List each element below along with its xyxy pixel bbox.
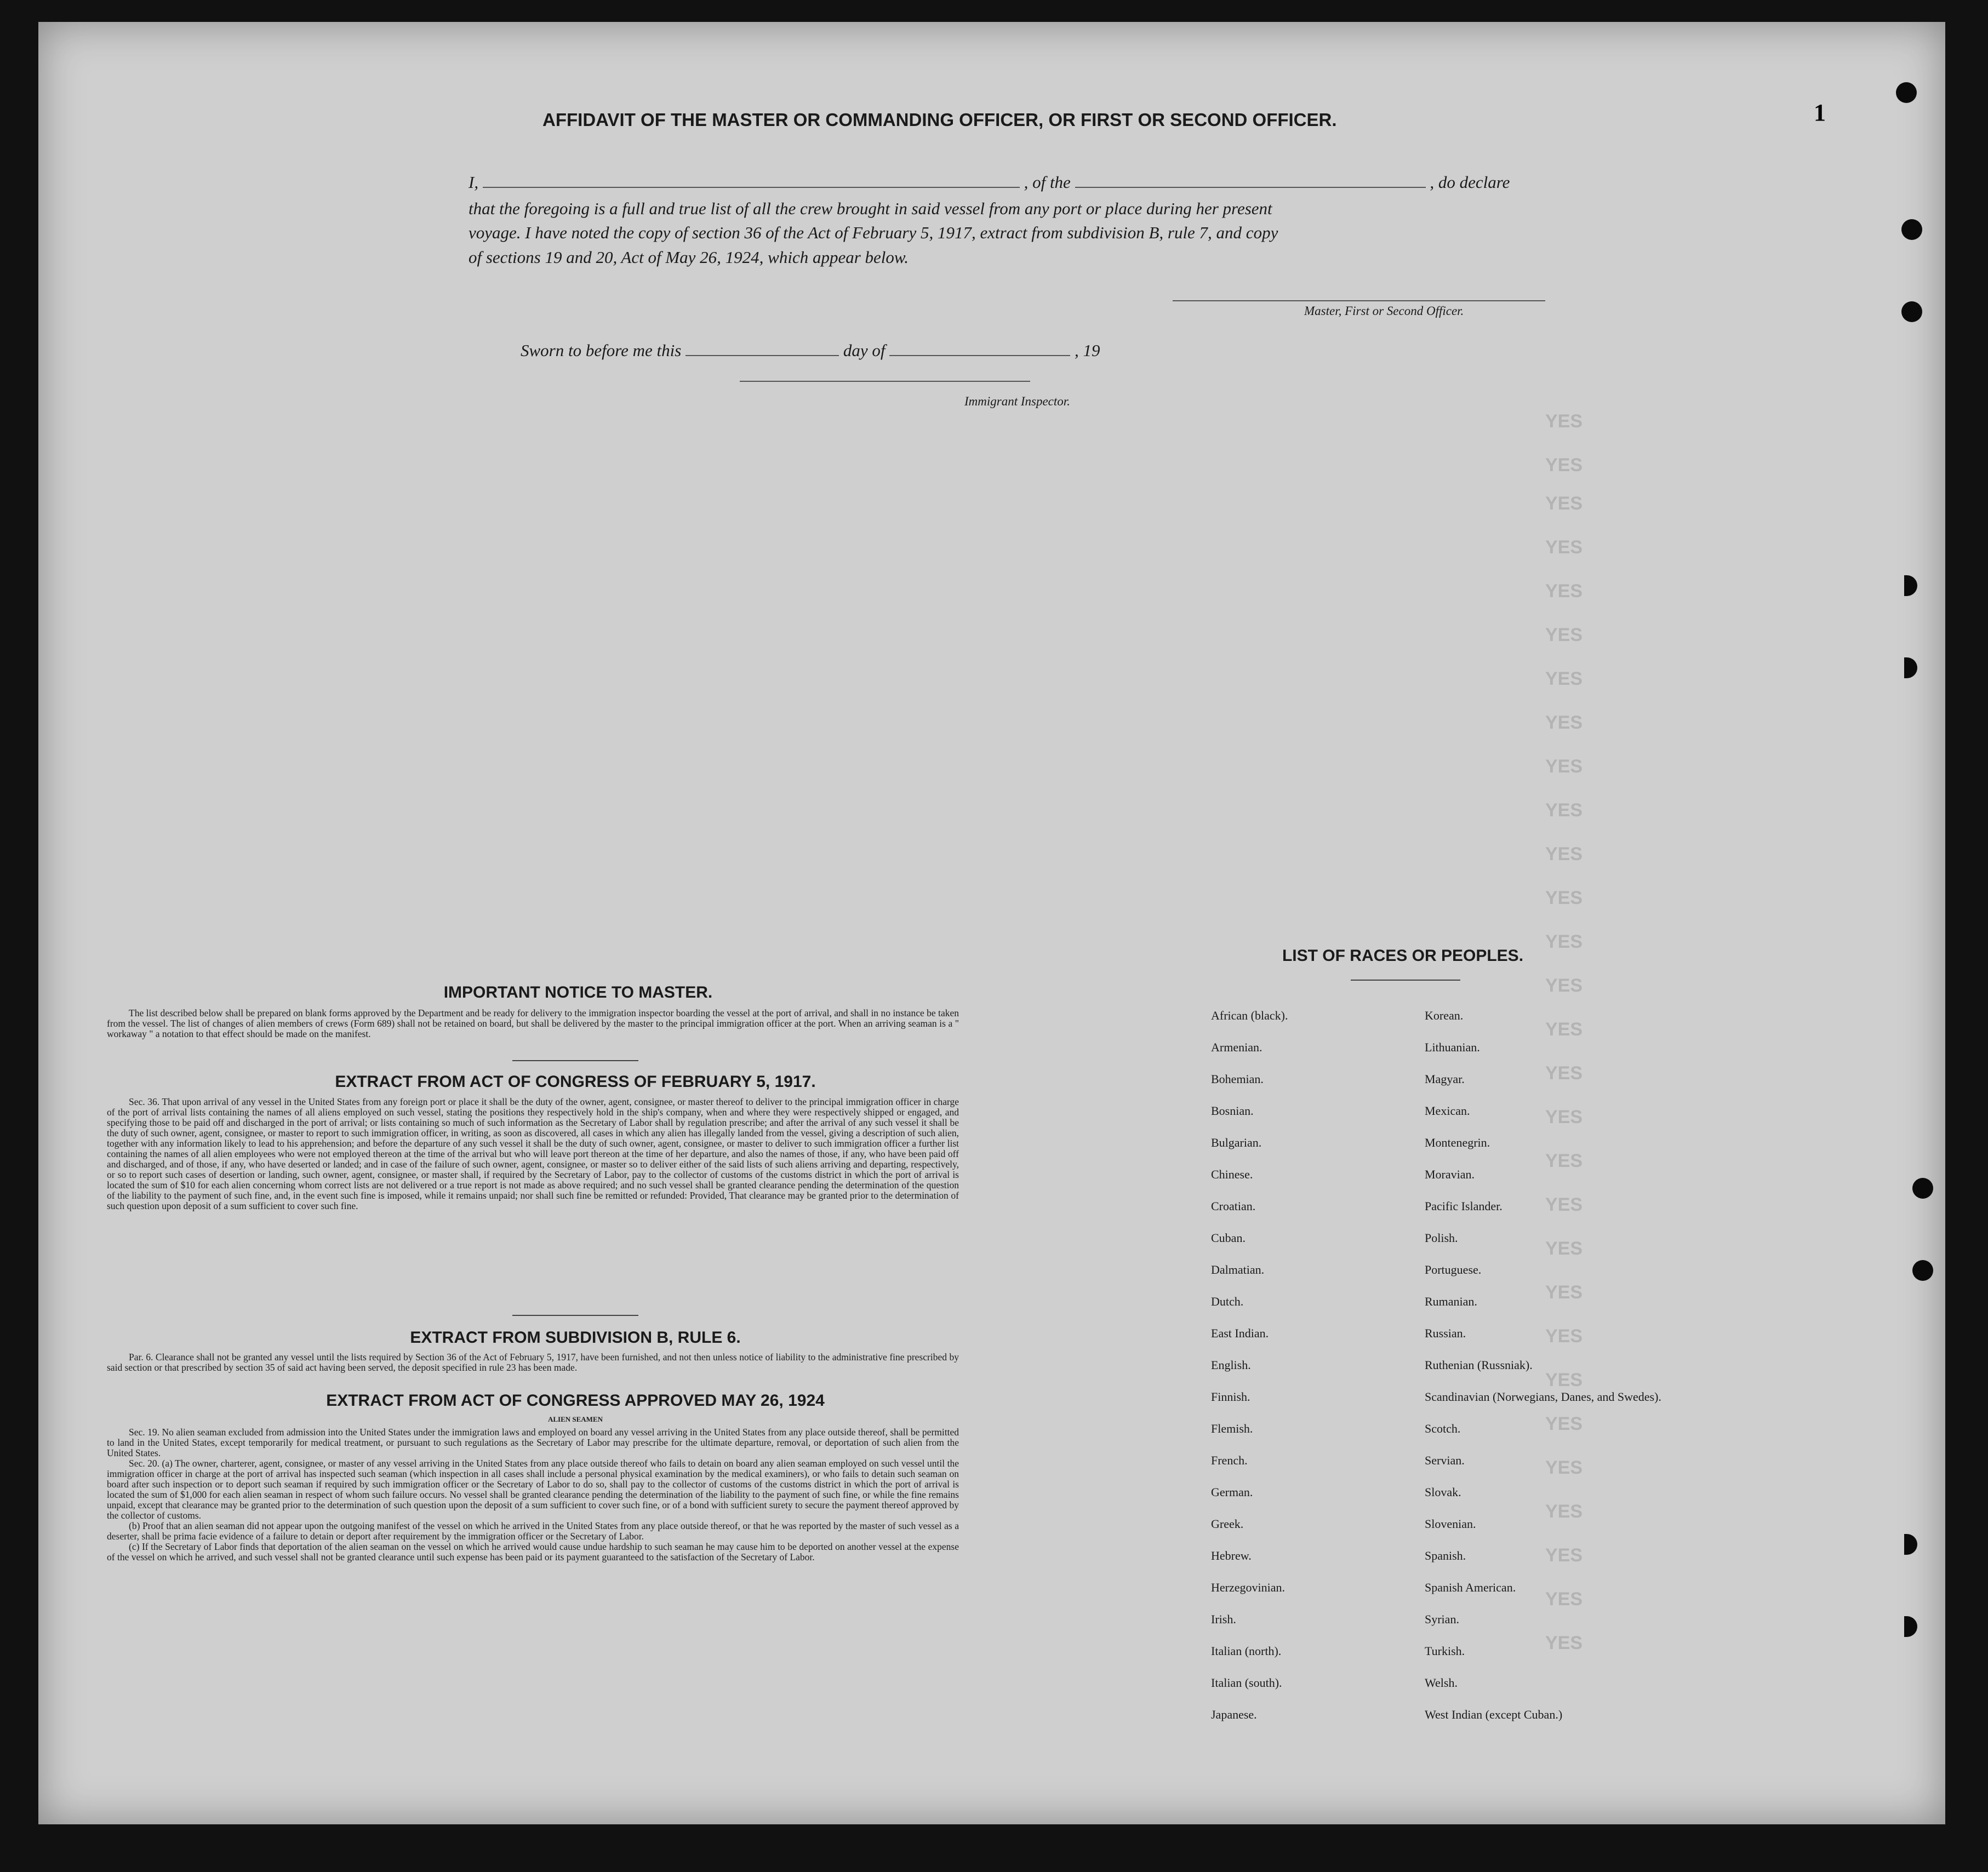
name-blank	[483, 187, 1020, 188]
extract-1917-title: EXTRACT FROM ACT OF CONGRESS OF FEBRUARY 5, 1917.	[335, 1073, 816, 1091]
sec-36-text: Sec. 36. That upon arrival of any vessel in the United States from any foreign port or place it shall be the duty of the owner, agent, consignee, or master thereof to deliver to the principal immigration officer in charge of the port of arrival lists containing the names of all aliens employed on such vessel, stating the positions they respectively hold in the ship's company, when and where they were respectively shipped or engaged, and specifying those to be paid off and discharged in the port of arrival; or lists containing so much of such information as the Secretary of Labor shall by regulation prescribe; and after the arrival of any such vessel it shall be the duty of such owner, agent, consignee, or master to report to such immigration officer, in writing, as soon as discovered, all cases in which any alien has illegally landed from the vessel, giving a description of such alien, together with any information likely to lead to his apprehension; and before the departure of any such vessel it shall be the duty of such owner, agent, consignee, or master to deliver to such immigration officer a further list containing the names of all alien employees who were not employed thereon at the time of the arrival but who will leave port thereon at the time of her departure, and also the names of those, if any, who have been paid off and discharged, and of those, if any, who have deserted or landed; and in case of the failure of such owner, agent, consignee, or master so to deliver either of the said lists of such aliens arriving and departing, respectively, or so to report such cases of desertion or landing, such owner, agent, consignee, or master shall, if required by the Secretary of Labor, pay to the collector of customs of the customs district in which the port of arrival is located the sum of $10 for each alien concerning whom correct lists are not delivered or a true report is not made as above required; and no such vessel shall be granted clearance pending the determination of the question of the liability to the payment of such fine, and, in the event such fine is imposed, while it remains unpaid; nor shall such fine be remitted or refunded: Provided, That clearance may be granted prior to the determination of such question upon deposit of a sum sufficient to cover such fine.	[107, 1096, 959, 1211]
races-left-column	[1211, 1000, 1288, 1731]
race-item: Servian.	[1425, 1453, 1465, 1467]
rule-6-title: EXTRACT FROM SUBDIVISION B, RULE 6.	[410, 1329, 741, 1347]
notice-text: The list described below shall be prepared on blank forms approved by the Department and be ready for delivery to the immigration inspector boarding the vessel at the port of arrival, and shall in no instance be taken from the vessel. The list of changes of alien members of crews (Form 689) shall not be retained on board, but shall be delivered by the master to the principal immigration officer at the port. When an arriving seaman is a " workaway " a notation to that effect should be made on the manifest.	[107, 1007, 959, 1039]
race-item: Pacific Islander.	[1425, 1199, 1503, 1213]
race-item: Slovenian.	[1425, 1517, 1476, 1531]
sworn-month-blank	[889, 355, 1070, 356]
day-of-text: day of	[843, 341, 886, 360]
race-item: French.	[1211, 1453, 1248, 1467]
race-item: Cuban.	[1211, 1231, 1246, 1245]
sworn-line	[521, 341, 1100, 360]
sec-19-text: Sec. 19. No alien seaman excluded from admission into the United States under the immigration laws and employed on board any vessel arriving in the United States from any place outside thereof, shall be permitted to land in the United States, except temporarily for medical treatment, or pursuant to such regulations as the Secretary of Labor may prescribe for the ultimate departure, removal, or deportation of such alien from the United States.	[107, 1427, 959, 1458]
race-item: Japanese.	[1211, 1708, 1257, 1721]
race-item: Lithuanian.	[1425, 1040, 1480, 1054]
race-item: Korean.	[1425, 1009, 1464, 1022]
race-item: Greek.	[1211, 1517, 1244, 1531]
punch-hole	[1912, 1178, 1933, 1199]
sworn-text: Sworn to before me this	[521, 341, 682, 360]
affidavit-i: I,	[469, 173, 479, 192]
race-item: West Indian (except Cuban.)	[1425, 1708, 1563, 1721]
divider	[1351, 980, 1460, 981]
races-title: LIST OF RACES OR PEOPLES.	[1282, 947, 1524, 965]
race-item: Scotch.	[1425, 1422, 1461, 1435]
races-right-column	[1425, 1000, 1661, 1731]
race-item: Herzegovinian.	[1211, 1581, 1285, 1594]
sec-20c-text: (c) If the Secretary of Labor finds that deportation of the alien seaman on the vessel on which he arrived would cause undue hardship to such seaman he may cause him to be deported on another vessel at the expense of the vessel on which he arrived, and such vessel shall not be granted clearance until such expense has been paid or its payment guaranteed to the satisfaction of the Secretary of Labor.	[107, 1541, 959, 1562]
punch-hole	[1901, 301, 1922, 322]
punch-hole	[1912, 1260, 1933, 1281]
punch-hole	[1904, 575, 1917, 596]
race-item: Bosnian.	[1211, 1104, 1254, 1118]
affidavit-declare: , do declare	[1430, 173, 1510, 192]
page-mark: 1	[1814, 99, 1826, 126]
race-item: Irish.	[1211, 1612, 1236, 1626]
race-item: Bohemian.	[1211, 1072, 1264, 1086]
sec-20b-text: (b) Proof that an alien seaman did not appear upon the outgoing manifest of the vessel on which he arrived in the United States from any place outside thereof, or that he was reported by the master of such vessel as a deserter, shall be prima facie evidence of a failure to detain or deport after requirement by the immigration officer or the Secretary of Labor.	[107, 1520, 959, 1542]
sec-20a-text: Sec. 20. (a) The owner, charterer, agent, consignee, or master of any vessel arriving in the United States from any place outside thereof who fails to detain on board any alien seaman employed on such vessel until the immigration officer in charge at the port of arrival has inspected such seaman (which inspection in all cases shall include a personal physical examination by the medical examiners), or who fails to detain such seaman on board after such inspection or to deport such seaman if required by such immigration officer or the Secretary of Labor to do so, shall pay to the collector of customs of the customs district in which the port of arrival is located the sum of $1,000 for each alien seaman in respect of whom such failure occurs. No vessel shall be granted clearance pending the determination of the liability to the payment of such fine, or while the fine remains unpaid, except that clearance may be granted prior to the determination of such question upon the deposit of a sum sufficient to cover such fine, or of a bond with sufficient surety to secure the payment thereof approved by the collector of customs.	[107, 1458, 959, 1521]
race-item: African (black).	[1211, 1009, 1288, 1022]
race-item: Montenegrin.	[1425, 1136, 1490, 1149]
year-text: , 19	[1074, 341, 1100, 360]
par-6-text: Par. 6. Clearance shall not be granted any vessel until the lists required by Section 36 of the Act of February 5, 1917, have been furnished, and not then unless notice of liability to the administrative fine prescribed by said section or that prescribed by section 35 of said act having been served, the deposit specified in rule 23 has been made.	[107, 1352, 959, 1373]
race-item: Italian (north).	[1211, 1644, 1282, 1658]
master-signature-line	[1173, 300, 1545, 301]
affidavit-line-4: of sections 19 and 20, Act of May 26, 1924, which appear below.	[469, 248, 909, 267]
punch-hole	[1904, 1534, 1917, 1555]
race-item: Slovak.	[1425, 1485, 1461, 1499]
affidavit-line-1	[469, 173, 1510, 192]
race-item: Dalmatian.	[1211, 1263, 1265, 1276]
race-item: Magyar.	[1425, 1072, 1465, 1086]
document-page: YES YES YES YES YES YES YES YES YES YES YES YES YES YES YES YES YES YES YES YES YES YES YES YES YES YES YES YES YES 1 AFFIDAVIT OF THE MASTER OR COMMANDING OFFICER, OR FIRST OR SECOND OFFICER. I, , of the , do declare that the foregoing is a full and true list of all the crew brought in said vessel from any port or place during her present voyage. I have noted the copy of section 36 of the Act of February 5, 1917, extract from subdivision B, rule 7, and copy of sections 19 and 20, Act of May 26, 1924, which appear below. Master, First or Second Officer. Sworn to before me this day of , 19 Immigrant Inspector. IMPORTANT NOTICE TO MASTER. The list described below shall be prepared on blank forms approved by the Department and be ready for delivery to the immigration inspector boarding the vessel at the port of arrival, and shall in no instance be taken from the vessel. The list of changes of alien members of crews (Form 689) shall not be retained on board, but shall be delivered by the master to the principal immigration officer at the port. When an arriving seaman is a " workaway " a notation to that effect should be made on the manifest. EXTRACT FROM ACT OF CONGRESS OF FEBRUARY 5, 1917. Sec. 36. That upon arrival of any vessel in the United States from any foreign port or place it shall be the duty of the owner, agent, consignee, or master thereof to deliver to the principal immigration officer in charge of the port of arrival lists containing the names of all aliens employed on such vessel, stating the positions they respectively hold in the ship's company, when and where they were respectively shipped or engaged, and specifying those to be paid off and discharged in the port of arrival; or lists containing so much of such information as the Secretary of Labor shall by regulation prescribe; and after the arrival of any such vessel it shall be the duty of such owner, agent, consignee, or master to report to such immigration officer, in writing, as soon as discovered, all cases in which any alien has illegally landed from the vessel, giving a description of such alien, together with any information likely to lead to his apprehension; and before the departure of any such vessel it shall be the duty of such owner, agent, consignee, or master to deliver to such immigration officer a further list containing the names of all alien employees who were not employed thereon at the time of the arrival but who will leave port thereon at the time of her departure, and also the names of those, if any, who have been paid off and discharged, and of those, if any, who have deserted or landed; and in case of the failure of such owner, agent, consignee, or master so to deliver either of the said lists of such aliens arriving and departing, respectively, or so to report such cases of desertion or landing, such owner, agent, consignee, or master shall, if required by the Secretary of Labor, pay to the collector of customs of the customs district in which the port of arrival is located the sum of $10 for each alien concerning whom correct lists are not delivered or a true report is not made as above required; and no such vessel shall be granted clearance pending the determination of the question of the liability to the payment of such fine, and, in the event such fine is imposed, while it remains unpaid; nor shall such fine be remitted or refunded: Provided, That clearance may be granted prior to the determination of such question upon deposit of a sum sufficient to cover such fine. EXTRACT FROM SUBDIVISION B, RULE 6. Par. 6. Clearance shall not be granted any vessel until the lists required by Section 36 of the Act of February 5, 1917, have been furnished, and not then unless notice of liability to the administrative fine prescribed by said section or that prescribed by section 35 of said act having been served, the deposit specified in rule 23 has been made. EXTRACT FROM ACT OF CONGRESS APPROVED MAY 26, 1924 ALIEN SEAMEN Sec. 19. No alien seaman excluded from admission into the United States under the immigration laws and employed on board any vessel arriving in the United States from any place outside thereof, shall be permitted to land in the United States, except temporarily for medical treatment, or pursuant to such regulations as the Secretary of Labor may prescribe for the ultimate departure, removal, or deportation of such alien from the United States. Sec. 20. (a) The owner, charterer, agent, consignee, or master of any vessel arriving in the United States from any place outside thereof who fails to detain on board any alien seaman employed on such vessel until the immigration officer in charge at the port of arrival has inspected such seaman (which inspection in all cases shall include a personal physical examination by the medical examiners), or who fails to detain such seaman on board after such inspection or to deport such seaman if required by such immigration officer or the Secretary of Labor to do so, shall pay to the collector of customs of the customs district in which the port of arrival is located the sum of $1,000 for each alien seaman in respect of whom such failure occurs. No vessel shall be granted clearance pending the determination of the liability to the payment of such fine, or while the fine remains unpaid, except that clearance may be granted prior to the determination of such question upon the deposit of a sum sufficient to cover such fine, or of a bond with sufficient surety to secure the payment thereof approved by the collector of customs. (b) Proof that an alien seaman did not appear upon the outgoing manifest of the vessel on which he arrived in the United States from any place outside thereof, or that he was reported by the master of such vessel as a deserter, shall be prima facie evidence of a failure to detain or deport after requirement by the immigration officer or the Secretary of Labor. (c) If the Secretary of Labor finds that deportation of the alien seaman on the vessel on which he arrived would cause undue hardship to such seaman he may cause him to be deported on another vessel at the expense of the vessel on which he arrived, and such vessel shall not be granted clearance until such expense has been paid or its payment guaranteed to the satisfaction of the Secretary of Labor. LIST OF RACES OR PEOPLES. African (black). Armenian. Bohemian. Bosnian. Bulgarian. Chinese. Croatian. Cuban. Dalmatian. Dutch. East Indian. English. Finnish. Flemish. French. German. Greek. Hebrew. Herzegovinian. Irish. Italian (north). Italian (south). Japanese. Korean. Lithuanian. Magyar. Mexican. Montenegrin. Moravian. Pacific Islander. Polish. Portuguese. Rumanian. Russian. Ruthenian (Russniak). Scandinavian (Norwegians, Danes, and Swedes). Scotch. Servian. Slovak. Slovenian. Spanish. Spanish American. Syrian. Turkish. Welsh. West Indian (except Cuban.)	[38, 22, 1945, 1824]
race-item: Scandinavian (Norwegians, Danes, and Swedes).	[1425, 1390, 1661, 1404]
inspector-label: Immigrant Inspector.	[964, 394, 1070, 408]
race-item: Finnish.	[1211, 1390, 1250, 1404]
race-item: Polish.	[1425, 1231, 1458, 1245]
race-item: Mexican.	[1425, 1104, 1470, 1118]
affidavit-line-2: that the foregoing is a full and true list of all the crew brought in said vessel from any port or place during her present	[469, 199, 1272, 218]
race-item: Welsh.	[1425, 1676, 1458, 1690]
notice-title: IMPORTANT NOTICE TO MASTER.	[443, 983, 713, 1001]
race-item: Flemish.	[1211, 1422, 1253, 1435]
race-item: Croatian.	[1211, 1199, 1256, 1213]
race-item: Turkish.	[1425, 1644, 1465, 1658]
affidavit-of-the: , of the	[1024, 173, 1071, 192]
master-label: Master, First or Second Officer.	[1304, 304, 1464, 318]
race-item: Dutch.	[1211, 1295, 1244, 1308]
race-item: Armenian.	[1211, 1040, 1263, 1054]
punch-hole	[1904, 657, 1917, 678]
race-item: Italian (south).	[1211, 1676, 1282, 1690]
race-item: Portuguese.	[1425, 1263, 1482, 1276]
race-item: Spanish.	[1425, 1549, 1466, 1562]
notice-body	[107, 1008, 959, 1039]
extract-1924-body	[107, 1427, 959, 1562]
affidavit-line-3: voyage. I have noted the copy of section 36 of the Act of February 5, 1917, extract from subdivision B, rule 7, and copy	[469, 223, 1278, 242]
race-item: Hebrew.	[1211, 1549, 1252, 1562]
race-item: Rumanian.	[1425, 1295, 1477, 1308]
inspector-signature-line	[740, 381, 1030, 382]
extract-1924-title: EXTRACT FROM ACT OF CONGRESS APPROVED MAY 26, 1924	[326, 1392, 825, 1410]
race-item: Moravian.	[1425, 1167, 1475, 1181]
alien-seamen-subtitle: ALIEN SEAMEN	[547, 1415, 603, 1423]
race-item: German.	[1211, 1485, 1253, 1499]
race-item: Bulgarian.	[1211, 1136, 1262, 1149]
race-item: Spanish American.	[1425, 1581, 1516, 1594]
punch-hole	[1904, 1616, 1917, 1637]
race-item: Ruthenian (Russniak).	[1425, 1358, 1533, 1372]
extract-1917-body	[107, 1097, 959, 1211]
race-item: East Indian.	[1211, 1326, 1269, 1340]
race-item: Chinese.	[1211, 1167, 1253, 1181]
vessel-blank	[1075, 187, 1426, 188]
affidavit-title: AFFIDAVIT OF THE MASTER OR COMMANDING OFFICER, OR FIRST OR SECOND OFFICER.	[542, 110, 1337, 130]
divider	[512, 1060, 638, 1061]
punch-hole	[1901, 219, 1922, 240]
rule-6-body	[107, 1352, 959, 1373]
race-item: Russian.	[1425, 1326, 1466, 1340]
race-item: English.	[1211, 1358, 1251, 1372]
punch-hole	[1896, 82, 1917, 103]
race-item: Syrian.	[1425, 1612, 1459, 1626]
sworn-day-blank	[685, 355, 839, 356]
divider	[512, 1315, 638, 1316]
